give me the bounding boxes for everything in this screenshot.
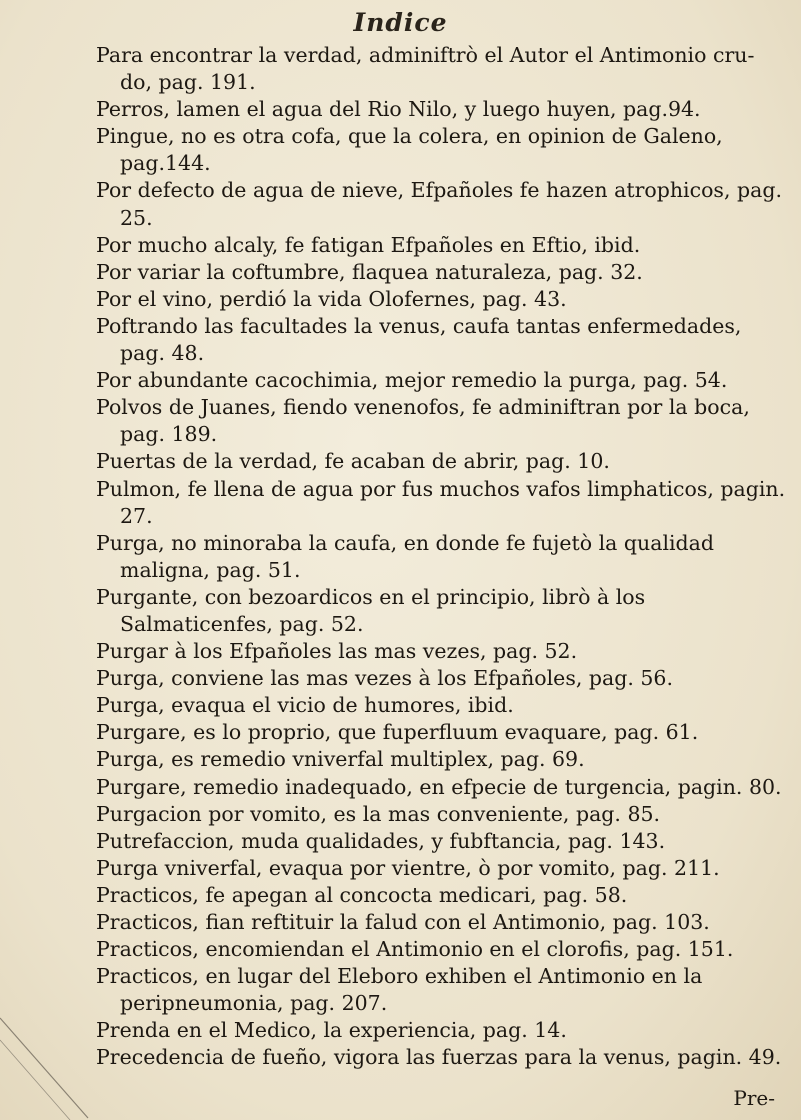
index-entry: Polvos de Juanes, fiendo venenofos, fe adminiftran por la boca, pag. 189. bbox=[96, 395, 750, 447]
index-entry: Por defecto de agua de nieve, Efpañoles fe hazen atrophicos, pag. 25. bbox=[96, 178, 782, 230]
index-entry: Purgare, remedio inadequado, en efpecie de turgencia, pagin. 80. bbox=[96, 774, 782, 799]
index-entry: Practicos, fian reftituir la falud con el Antimonio, pag. 103. bbox=[96, 910, 710, 934]
index-entry: Perros, lamen el agua del Rio Nilo, y luego huyen, pag.94. bbox=[96, 97, 701, 122]
index-entry: Por abundante cacochimia, mejor remedio la purga, pag. 54. bbox=[96, 368, 728, 393]
index-entry: Putrefaccion, muda qualidades, y fubftancia, pag. 143. bbox=[96, 828, 666, 853]
index-entry: Purga, evaqua el vicio de humores, ibid. bbox=[96, 693, 514, 718]
index-entry: Purga vniverfal, evaqua por vientre, ò por vomito, pag. 211. bbox=[96, 855, 720, 880]
index-entry: Purga, no minoraba la caufa, en donde fe fujetò la qualidad maligna, pag. 51. bbox=[96, 530, 715, 582]
index-entry: Por variar la coftumbre, flaquea naturaleza, pag. 32. bbox=[96, 259, 643, 284]
index-entry: Pulmon, fe llena de agua por fus muchos vafos limphaticos, pagin. 27. bbox=[96, 476, 786, 528]
index-entries bbox=[96, 42, 786, 1072]
index-entry: Por el vino, perdió la vida Olofernes, pag. 43. bbox=[96, 286, 567, 311]
page-header: Indice bbox=[353, 8, 448, 37]
index-entry: Precedencia de fueño, vigora las fuerzas para la venus, pagin. 49. bbox=[96, 1045, 782, 1070]
index-entry: Purga, es remedio vniverfal multiplex, pag. 69. bbox=[96, 747, 585, 772]
index-entry: Pingue, no es otra cofa, que la colera, en opinion de Galeno, pag.144. bbox=[96, 124, 723, 176]
index-entry: Purgacion por vomito, es la mas conveniente, pag. 85. bbox=[96, 801, 661, 826]
index-entry: Para encontrar la verdad, adminiftrò el Autor el Antimonio cru-do, pag. 191. bbox=[96, 43, 755, 95]
index-entry: Practicos, encomiendan el Antimonio en el clorofis, pag. 151. bbox=[96, 937, 734, 962]
index-entry: Poftrando las facultades la venus, caufa tantas enfermedades, pag. 48. bbox=[96, 313, 742, 366]
index-entry: Practicos, en lugar del Eleboro exhiben el Antimonio en la peripneumonia, pag. 207. bbox=[96, 964, 703, 1016]
index-entry: Puertas de la verdad, fe acaban de abrir, pag. 10. bbox=[96, 449, 610, 474]
index-entry: Purgare, es lo proprio, que fuperfluum evaquare, pag. 61. bbox=[96, 720, 699, 745]
index-entry: Practicos, fe apegan al concocta medicari, pag. 58. bbox=[96, 882, 628, 907]
page-fold-mark bbox=[0, 1010, 90, 1120]
index-entry: Purgante, con bezoardicos en el principio, librò à los Salmaticenfes, pag. 52. bbox=[96, 584, 646, 636]
catchword: Pre- bbox=[733, 1086, 775, 1110]
index-entry: Purga, conviene las mas vezes à los Efpañoles, pag. 56. bbox=[96, 666, 673, 691]
index-entry: Prenda en el Medico, la experiencia, pag. 14. bbox=[96, 1018, 567, 1043]
index-entry: Por mucho alcaly, fe fatigan Efpañoles en Eftio, ibid. bbox=[96, 232, 641, 257]
index-entry: Purgar à los Efpañoles las mas vezes, pag. 52. bbox=[96, 639, 578, 664]
